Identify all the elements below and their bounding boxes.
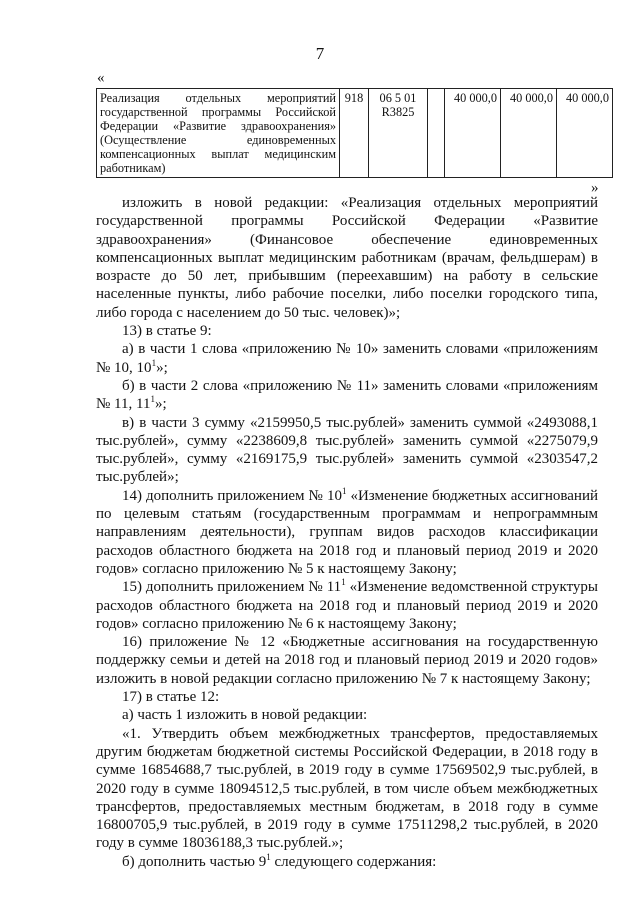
table-row xyxy=(97,89,613,178)
table-cell-amount-2019: 40 000,0 xyxy=(501,89,557,178)
table-cell-code: 918 xyxy=(340,89,369,178)
budget-table xyxy=(96,88,613,178)
paragraph: 17) в статье 12: xyxy=(122,689,220,706)
paragraph: 13) в статье 9: xyxy=(122,323,212,340)
table-cell-amount-2020: 40 000,0 xyxy=(557,89,613,178)
paragraph: а) в части 1 слова «приложению № 10» заменить словами «приложениям № 10, $10^1$»; xyxy=(96,341,598,376)
table-cell-name: Реализация отдельных мероприятий государственной программы Российской Федерации «Развитие здравоохранения» (Осуществление единовременных компенсационных выплат медицинским работникам) xyxy=(97,89,340,178)
table-cell-amount-2018: 40 000,0 xyxy=(445,89,501,178)
opening-quote: « xyxy=(97,70,105,86)
paragraph: «1. Утвердить объем межбюджетных трансфертов, предоставляемых другим бюджетам бюджетной системы Российской Федерации, в 2018 году в сумме 16854688,7 тыс.рублей, в 2019 году в сумме 17569502,9 тыс.рублей, в 2020 году в сумме 18094512,5 тыс.рублей, в том числе объем межбюджетных трансфертов, предоставляемых местным бюджетам, в 2018 году в сумме 16800705,9 тыс.рублей, в 2019 году в сумме 17511298,2 тыс.рублей, в 2020 году в сумме 18036188,3 тыс.рублей.»; xyxy=(96,725,598,852)
closing-quote: » xyxy=(591,180,599,196)
paragraph: изложить в новой редакции: «Реализация отдельных мероприятий государственной программы Российской Федерации «Развитие здравоохранения» (Финансовое обеспечение единовременных компенсационных выплат медицинским работникам (врачам, фельдшерам) в возрасте до 50 лет, прибывшим (переехавшим) на работу в сельские населенные пункты, либо рабочие поселки, либо поселки городского типа, либо города с населением до 50 тыс. человек)»; xyxy=(96,195,598,321)
page-number: 7 xyxy=(315,44,325,63)
body-text xyxy=(96,194,598,871)
table-cell-class-code: 06 5 01 R3825 xyxy=(369,89,428,178)
paragraph: б) дополнить частью $9^1$ следующего содержания: xyxy=(122,851,437,870)
paragraph: 16) приложение № 12 «Бюджетные ассигнования на государственную поддержку семьи и детей на 2018 год и плановый период 2019 и 2020 годов» изложить в новой редакции согласно приложению № 7 к настоящему Закону; xyxy=(96,634,598,687)
paragraph: 14) дополнить приложением № $10^1$ «Изменение бюджетных ассигнований по целевым статьям (государственным программам и непрограммным направлениям деятельности), группам видов расходов классификации расходов областного бюджета на 2018 год и плановый период 2019 и 2020 годов» согласно приложению № 5 к настоящему Закону; xyxy=(96,485,598,577)
paragraph: в) в части 3 сумму «2159950,5 тыс.рублей» заменить суммой «2493088,1 тыс.рублей», сумму «2238609,8 тыс.рублей» заменить суммой «2275079,9 тыс.рублей», сумму «2169175,9 тыс.рублей» заменить суммой «2303547,2 тыс.рублей»; xyxy=(96,414,598,486)
paragraph: б) в части 2 слова «приложению № 11» заменить словами «приложениям № 11, $11^1$»; xyxy=(96,377,598,413)
table-cell-empty xyxy=(428,89,445,178)
paragraph: 15) дополнить приложением № $11^1$ «Изменение ведомственной структуры расходов областного бюджета на 2018 год и плановый период 2019 и 2020 годов» согласно приложению № 6 к настоящему Закону; xyxy=(96,577,598,632)
paragraph: а) часть 1 изложить в новой редакции: xyxy=(122,707,368,724)
